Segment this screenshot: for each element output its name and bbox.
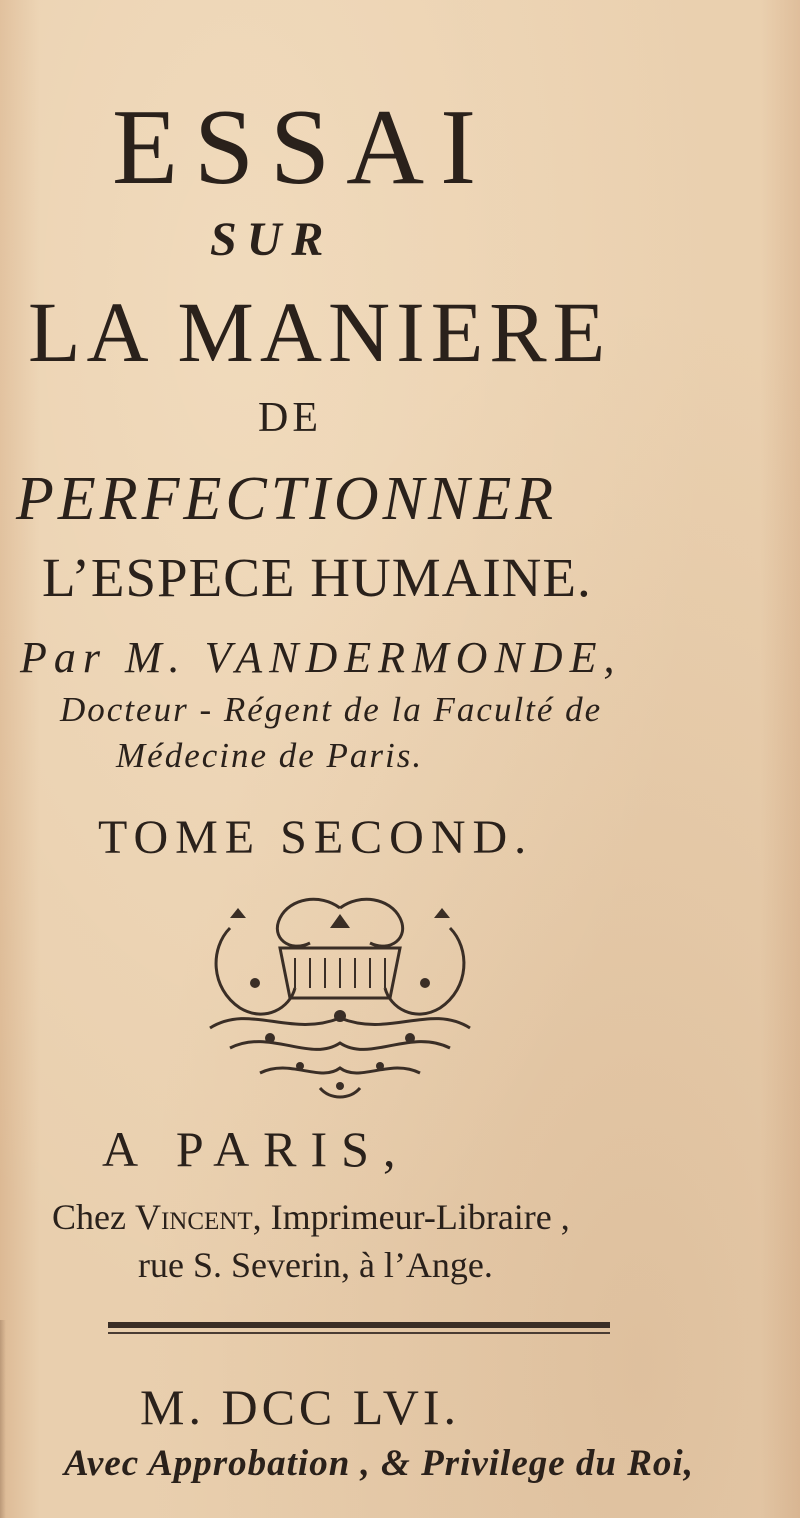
volume-label: TOME SECOND. — [98, 811, 534, 864]
publisher-name: Vincent — [134, 1197, 253, 1237]
publisher-prefix: Chez — [52, 1197, 126, 1237]
floral-ornament-icon — [170, 888, 510, 1108]
imprint-rule-thick — [108, 1322, 610, 1328]
title-sur: SUR — [210, 213, 334, 266]
publisher-line — [52, 1196, 792, 1238]
author-title-line-2: Médecine de Paris. — [116, 736, 424, 775]
title-espece-humaine: L’ESPECE HUMAINE. — [42, 547, 592, 608]
publisher-address: rue S. Severin, à l’Ange. — [138, 1245, 493, 1285]
title-perfectionner: PERFECTIONNER — [16, 465, 558, 533]
title-essai: ESSAI — [112, 88, 493, 207]
imprint-place: A PARIS, — [102, 1121, 410, 1177]
title-la-maniere: LA MANIERE — [28, 284, 612, 380]
author-title-line-1: Docteur - Régent de la Faculté de — [60, 690, 603, 729]
page-gutter-shadow — [0, 1320, 6, 1518]
imprint-date: M. DCC LVI. — [140, 1379, 460, 1435]
publisher-suffix: , Imprimeur-Libraire , — [252, 1197, 570, 1237]
title-de: DE — [258, 395, 322, 441]
privilege-line: Avec Approbation , & Privilege du Roi, — [64, 1443, 694, 1484]
author-line: Par M. VANDERMONDE, — [20, 633, 622, 682]
imprint-rule-thin — [108, 1332, 610, 1334]
